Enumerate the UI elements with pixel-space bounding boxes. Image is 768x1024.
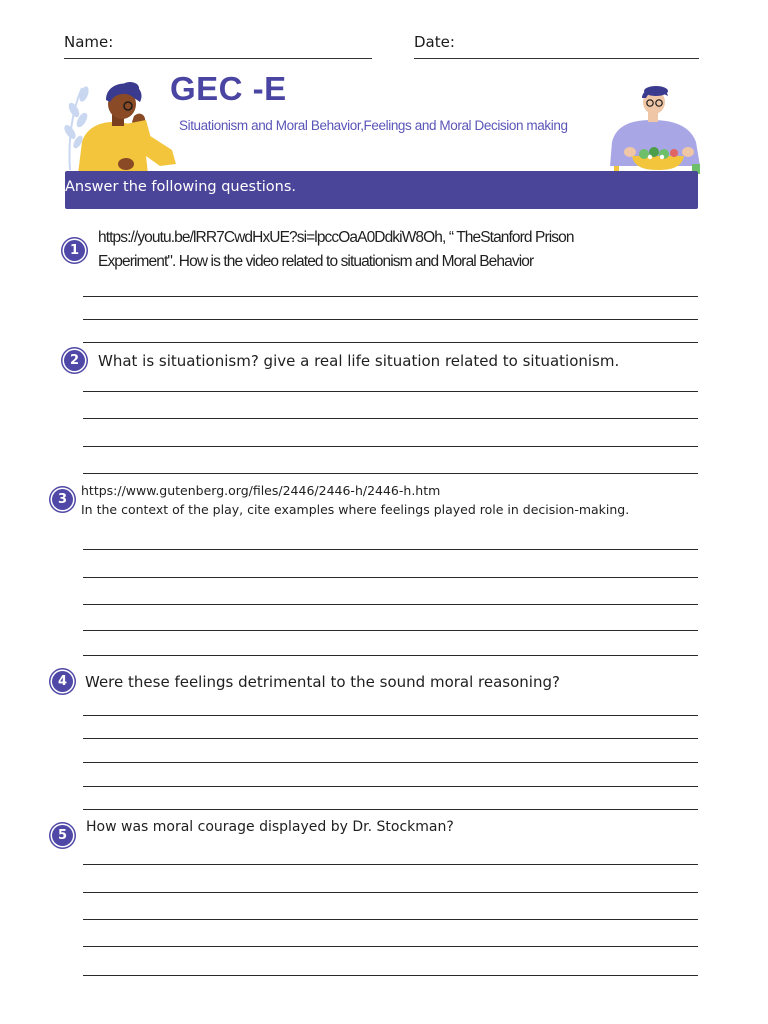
instructions-banner xyxy=(65,171,698,209)
answer-line[interactable] xyxy=(83,809,698,810)
answer-line[interactable] xyxy=(83,892,698,893)
answer-line[interactable] xyxy=(83,946,698,947)
page-title: GEC -E xyxy=(170,70,287,107)
answer-line[interactable] xyxy=(83,762,698,763)
answer-line[interactable] xyxy=(83,786,698,787)
cooking-person-illustration xyxy=(606,86,704,174)
question-4-text: Were these feelings detrimental to the sound moral reasoning? xyxy=(85,673,560,691)
answer-line[interactable] xyxy=(83,715,698,716)
name-field-line[interactable] xyxy=(64,58,372,59)
answer-line[interactable] xyxy=(83,473,698,474)
answer-line[interactable] xyxy=(83,446,698,447)
name-label: Name: xyxy=(64,33,114,51)
answer-line[interactable] xyxy=(83,577,698,578)
question-number-badge: 3 xyxy=(52,489,73,510)
answer-line[interactable] xyxy=(83,604,698,605)
page-subtitle: Situationism and Moral Behavior,Feelings and Moral Decision making xyxy=(179,118,568,133)
answer-line[interactable] xyxy=(83,864,698,865)
question-number-badge: 1 xyxy=(64,240,85,261)
answer-line[interactable] xyxy=(83,738,698,739)
instructions-text: Answer the following questions. xyxy=(65,179,297,195)
question-3-url: https://www.gutenberg.org/files/2446/2446-h/2446-h.htm xyxy=(81,483,441,498)
question-1-line2: Experiment". How is the video related to situationism and Moral Behavior xyxy=(98,253,534,270)
answer-line[interactable] xyxy=(83,975,698,976)
question-1-line1: https://youtu.be/lRR7CwdHxUE?si=lpccOaA0DdkiW8Oh, “ TheStanford Prison xyxy=(98,229,574,246)
thinking-person-illustration xyxy=(60,80,180,174)
date-label: Date: xyxy=(414,33,455,51)
question-5-text: How was moral courage displayed by Dr. Stockman? xyxy=(86,819,454,835)
question-number-badge: 5 xyxy=(52,825,73,846)
answer-line[interactable] xyxy=(83,319,698,320)
question-2-text: What is situationism? give a real life situation related to situationism. xyxy=(98,352,620,370)
question-number-badge: 4 xyxy=(52,671,73,692)
question-3-text: In the context of the play, cite examples where feelings played role in decision-making. xyxy=(81,502,630,517)
date-field-line[interactable] xyxy=(414,58,699,59)
answer-line[interactable] xyxy=(83,296,698,297)
answer-line[interactable] xyxy=(83,630,698,631)
answer-line[interactable] xyxy=(83,655,698,656)
question-number-badge: 2 xyxy=(64,350,85,371)
answer-line[interactable] xyxy=(83,549,698,550)
answer-line[interactable] xyxy=(83,342,698,343)
answer-line[interactable] xyxy=(83,919,698,920)
answer-line[interactable] xyxy=(83,391,698,392)
answer-line[interactable] xyxy=(83,418,698,419)
